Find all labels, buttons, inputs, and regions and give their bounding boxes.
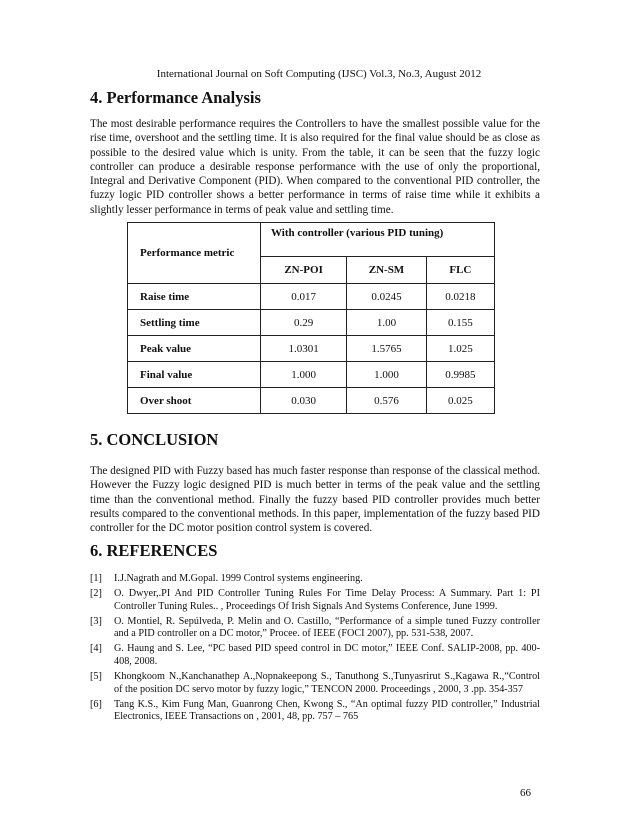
table-cell: 1.000 [261, 362, 347, 388]
column-header: FLC [426, 257, 494, 284]
section-5-title: 5. CONCLUSION [90, 430, 219, 449]
table-cell: 1.025 [426, 336, 494, 362]
table-cell: 0.9985 [426, 362, 494, 388]
reference-text: O. Dwyer,.PI And PID Controller Tuning Rules For Time Delay Process: A Summary. Part 1: PI Controller Tuning Rules.. , Proceedings Of Irish Signals And Systems Conference, June 1999. [114, 588, 540, 612]
table-cell: 0.025 [426, 388, 494, 414]
section-4-body: The most desirable performance requires the Controllers to have the smallest possible value for the rise time, overshoot and the settling time. It is also required for the final value should be as close as possible to the desired value which is unity. From the table, it can be seen that the fuzzy logic controller can produce a desirable response performance with the use of only the proportional, Integral and Derivative Component (PID). When compared to the conventional PID controller, the fuzzy logic PID controller shows a better performance in terms of raise time while it exhibits a slightly lesser performance in terms of peak value and settling time. [90, 118, 540, 216]
table-cell: 1.5765 [347, 336, 427, 362]
table-cell: 1.000 [347, 362, 427, 388]
row-metric: Over shoot [128, 388, 261, 414]
reference-number: [6] [90, 698, 102, 710]
section-4-title: 4. Performance Analysis [90, 88, 261, 107]
row-metric: Final value [128, 362, 261, 388]
table-row [128, 388, 495, 414]
reference-item [90, 588, 540, 613]
column-header: ZN-POI [261, 257, 347, 284]
table-row [128, 284, 495, 310]
journal-header: International Journal on Soft Computing (IJSC) Vol.3, No.3, August 2012 [156, 68, 482, 80]
performance-table [127, 222, 495, 414]
row-metric: Settling time [128, 310, 261, 336]
table-cell: 0.576 [347, 388, 427, 414]
row-metric: Peak value [128, 336, 261, 362]
table-cell: 0.0218 [426, 284, 494, 310]
table-cell: 0.030 [261, 388, 347, 414]
table-cell: 0.017 [261, 284, 347, 310]
reference-item [90, 643, 540, 668]
column-header: ZN-SM [347, 257, 427, 284]
reference-list [90, 573, 540, 727]
table-cell: 1.0301 [261, 336, 347, 362]
section-5-body: The designed PID with Fuzzy based has much faster response than response of the classical method. However the Fuzzy logic designed PID is much better in terms of the peak value and the settling time than the conventional method. Finally the fuzzy based PID controller provides much better results compared to the conventional methods. In this paper, implementation of the fuzzy based PID controller for the DC motor position control system is covered. [90, 465, 540, 535]
table-cell: 0.29 [261, 310, 347, 336]
table-cell: 0.0245 [347, 284, 427, 310]
table-row [128, 310, 495, 336]
reference-number: [1] [90, 573, 102, 584]
reference-item [90, 616, 540, 641]
section-6-title: 6. REFERENCES [90, 541, 218, 560]
reference-number: [3] [90, 615, 102, 627]
reference-text: Khongkoom N.,Kanchanathep A.,Nopnakeepong S., Tanuthong S.,Tunyasrirut S.,Kagawa R.,“Control of the position DC servo motor by fuzzy logic,” TENCON 2000. Proceedings , 2000, 3 .pp. 354-357 [114, 671, 540, 695]
reference-text: O. Montiel, R. Sepúlveda, P. Melin and O. Castillo, “Performance of a simple tuned Fuzzy controller and a PID controller on a DC motor,” Procee. of IEEE (FOCI 2007), pp. 531-538, 2007. [114, 615, 540, 640]
reference-number: [2] [90, 588, 102, 600]
page-number: 66 [520, 787, 531, 799]
reference-text: Tang K.S., Kim Fung Man, Guanrong Chen, Kwong S., “An optimal fuzzy PID controller,” Industrial Electronics, IEEE Transactions on , 2001, 48, pp. 757 – 765 [114, 698, 540, 723]
reference-item [90, 699, 540, 724]
table-cell: 1.00 [347, 310, 427, 336]
reference-item [90, 671, 540, 696]
reference-text: G. Haung and S. Lee, “PC based PID speed control in DC motor,” IEEE Conf. SALIP-2008, pp. 400-408, 2008. [114, 643, 540, 668]
table-row [128, 362, 495, 388]
metric-header: Performance metric [128, 223, 261, 284]
reference-number: [5] [90, 671, 102, 683]
reference-item [90, 573, 540, 586]
table-cell: 0.155 [426, 310, 494, 336]
table-row [128, 336, 495, 362]
reference-number: [4] [90, 643, 102, 655]
row-metric: Raise time [128, 284, 261, 310]
reference-text: I.J.Nagrath and M.Gopal. 1999 Control systems engineering. [114, 573, 363, 584]
group-header: With controller (various PID tuning) [261, 223, 495, 257]
